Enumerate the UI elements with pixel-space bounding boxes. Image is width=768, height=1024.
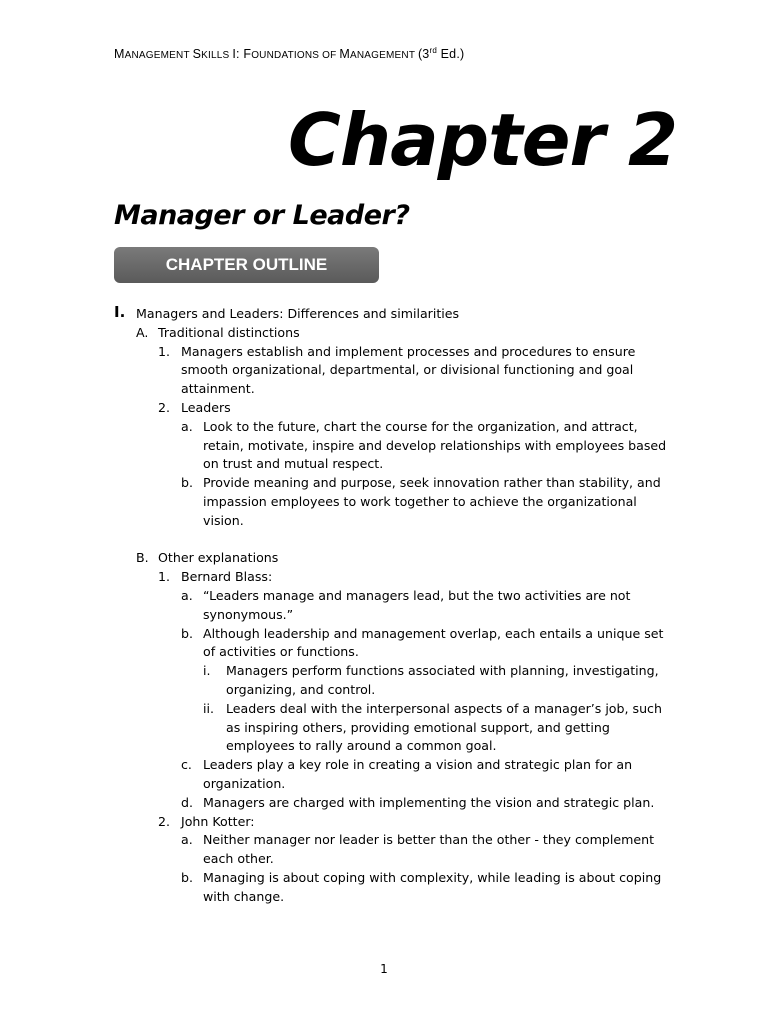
outline-text: Leaders deal with the interpersonal aspects of a manager’s job, such xyxy=(226,700,662,716)
header-text: (3 xyxy=(417,47,430,62)
outline-marker: a. xyxy=(181,587,193,603)
outline-marker: i. xyxy=(203,663,211,679)
outline-marker: c. xyxy=(181,757,192,773)
outline-marker: A. xyxy=(136,324,149,340)
header-text: KILLS xyxy=(201,50,233,62)
outline-text: of activities or functions. xyxy=(203,644,359,660)
outline-line xyxy=(114,700,674,719)
outline-marker: b. xyxy=(181,625,193,641)
outline-text: John Kotter: xyxy=(181,813,255,829)
outline-line xyxy=(114,794,674,813)
outline-line xyxy=(114,361,674,380)
chapter-outline-label: CHAPTER OUTLINE xyxy=(165,255,328,274)
outline-marker: I. xyxy=(114,303,126,321)
outline-text: Leaders play a key role in creating a vision and strategic plan for an xyxy=(203,757,633,773)
outline-line xyxy=(114,549,674,568)
chapter-outline xyxy=(114,305,674,907)
outline-text: Bernard Blass: xyxy=(181,569,273,585)
header-text: S xyxy=(192,47,202,62)
header-text: M xyxy=(114,47,125,62)
outline-text: on trust and mutual respect. xyxy=(203,456,384,472)
outline-text: employees to rally around a common goal. xyxy=(226,738,497,754)
outline-text: Look to the future, chart the course for the organization, and attract, xyxy=(203,418,638,434)
outline-line xyxy=(114,305,674,324)
outline-text: Leaders xyxy=(181,399,231,415)
header-text: I: F xyxy=(232,47,252,62)
outline-line xyxy=(114,324,674,343)
outline-marker: 2. xyxy=(158,813,171,829)
header-text: ANAGEMENT xyxy=(124,50,193,62)
outline-line xyxy=(114,568,674,587)
outline-marker: a. xyxy=(181,418,193,434)
outline-line xyxy=(114,418,674,437)
outline-marker: ii. xyxy=(203,700,215,716)
outline-line xyxy=(114,531,674,550)
outline-text: Managers and Leaders: Differences and similarities xyxy=(136,306,460,321)
outline-text: impassion employees to work together to achieve the organizational xyxy=(203,493,637,509)
outline-line xyxy=(114,493,674,512)
outline-line xyxy=(114,888,674,907)
outline-marker: a. xyxy=(181,832,193,848)
outline-line xyxy=(114,775,674,794)
chapter-outline-banner xyxy=(114,247,379,283)
outline-text: organizing, and control. xyxy=(226,681,376,697)
outline-line xyxy=(114,587,674,606)
outline-text: Neither manager nor leader is better than the other - they complement xyxy=(203,832,655,848)
outline-line xyxy=(114,662,674,681)
header-superscript: rd xyxy=(429,46,437,55)
outline-line xyxy=(114,831,674,850)
outline-text: synonymous.” xyxy=(203,606,294,622)
outline-line xyxy=(114,850,674,869)
outline-line xyxy=(114,606,674,625)
outline-text: organization. xyxy=(203,775,286,791)
outline-line xyxy=(114,681,674,700)
outline-line xyxy=(114,813,674,832)
outline-text: “Leaders manage and managers lead, but the two activities are not xyxy=(203,587,631,603)
outline-text: Other explanations xyxy=(158,550,279,566)
outline-marker: B. xyxy=(136,550,149,566)
outline-line xyxy=(114,625,674,644)
outline-line xyxy=(114,437,674,456)
outline-line xyxy=(114,343,674,362)
outline-text: attainment. xyxy=(181,381,255,397)
outline-marker: b. xyxy=(181,869,193,885)
outline-text: Managers are charged with implementing the vision and strategic plan. xyxy=(203,794,655,810)
outline-marker: 1. xyxy=(158,343,171,359)
outline-text: vision. xyxy=(203,512,244,528)
outline-marker: d. xyxy=(181,794,193,810)
outline-line xyxy=(114,512,674,531)
header-text: M xyxy=(339,47,350,62)
outline-text: Managing is about coping with complexity, while leading is about coping xyxy=(203,869,662,885)
outline-text: Provide meaning and purpose, seek innovation rather than stability, and xyxy=(203,475,661,491)
outline-line xyxy=(114,756,674,775)
outline-line xyxy=(114,869,674,888)
outline-line xyxy=(114,719,674,738)
outline-line xyxy=(114,474,674,493)
outline-text: retain, motivate, inspire and develop relationships with employees based xyxy=(203,437,667,453)
outline-text: Traditional distinctions xyxy=(158,324,300,340)
outline-text: smooth organizational, departmental, or divisional functioning and goal xyxy=(181,362,634,378)
outline-text: Although leadership and management overlap, each entails a unique set xyxy=(203,625,664,641)
outline-text: Managers perform functions associated with planning, investigating, xyxy=(226,663,659,679)
outline-text: with change. xyxy=(203,888,285,904)
outline-text: each other. xyxy=(203,851,274,867)
outline-line xyxy=(114,737,674,756)
header-text: ANAGEMENT xyxy=(350,50,418,62)
header-text: OUNDATIONS OF xyxy=(251,50,340,62)
outline-line xyxy=(114,380,674,399)
page-number: 1 xyxy=(380,962,388,976)
chapter-subtitle: Manager or Leader? xyxy=(114,200,410,231)
outline-line xyxy=(114,643,674,662)
outline-marker: 2. xyxy=(158,399,171,415)
header-text: Ed.) xyxy=(436,47,465,62)
outline-text: as inspiring others, providing emotional support, and getting xyxy=(226,719,610,735)
outline-marker: 1. xyxy=(158,569,171,585)
outline-line xyxy=(114,399,674,418)
running-header xyxy=(114,46,464,61)
outline-line xyxy=(114,455,674,474)
outline-text: Managers establish and implement processes and procedures to ensure xyxy=(181,343,636,359)
chapter-title: Chapter 2 xyxy=(288,98,678,182)
outline-marker: b. xyxy=(181,475,193,491)
